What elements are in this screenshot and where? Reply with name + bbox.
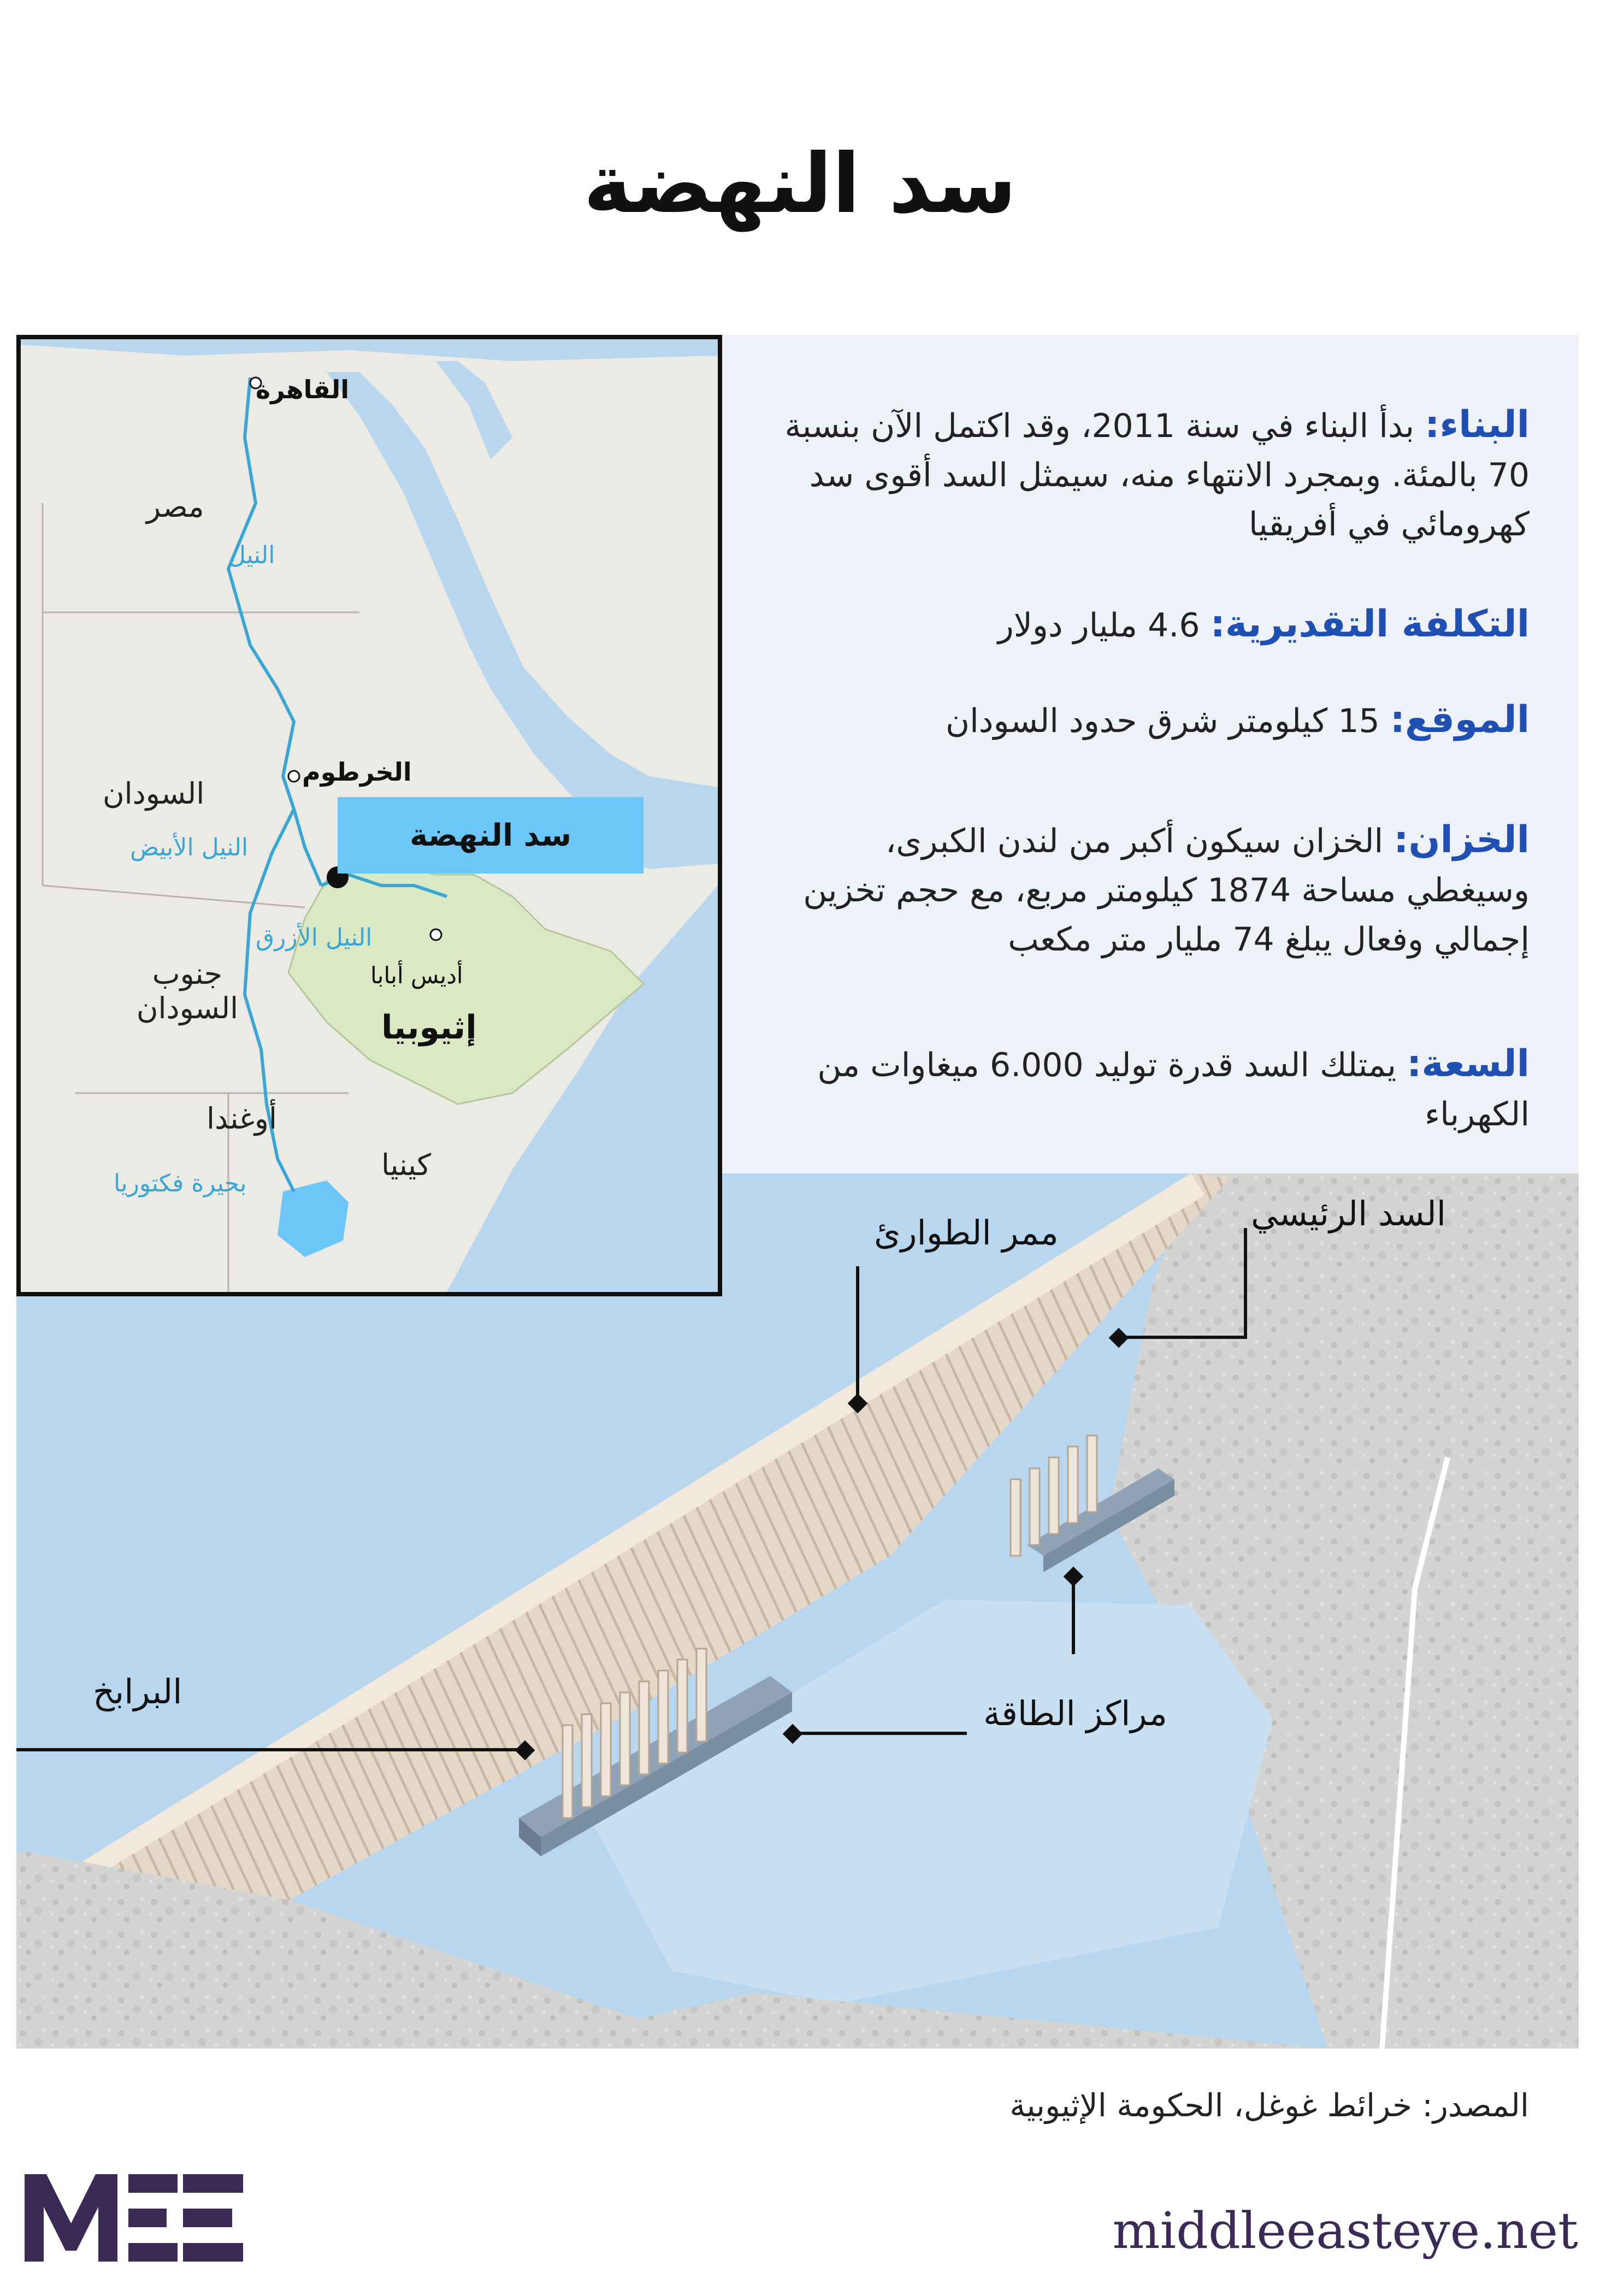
callout-power-stations: مراكز الطاقة bbox=[983, 1693, 1167, 1733]
info-construction-text: بدأ البناء في سنة 2011، وقد اكتمل الآن بنسبة 70 بالمئة. وبمجرد الانتهاء منه، سيمثل السد أقوى سد كهرومائي في أفريقيا bbox=[784, 407, 1530, 544]
source-text: المصدر: خرائط غوغل، الحكومة الإثيوبية bbox=[1009, 2087, 1529, 2124]
info-construction bbox=[754, 400, 1530, 549]
label-south-sudan: جنوب السودان bbox=[136, 957, 239, 1025]
label-sudan: السودان bbox=[103, 776, 205, 811]
website-url[interactable]: middleeasteye.net bbox=[1112, 2201, 1578, 2260]
label-cairo: القاهرة bbox=[256, 375, 350, 404]
label-khartoum: الخرطوم bbox=[302, 757, 412, 787]
page-title: سد النهضة bbox=[583, 137, 1017, 232]
info-capacity-key: السعة: bbox=[1407, 1042, 1530, 1085]
info-capacity-text: يمتلك السد قدرة توليد 6.000 ميغاوات من الكهرباء bbox=[817, 1046, 1530, 1134]
label-addis-ababa: أديس أبابا bbox=[370, 962, 463, 989]
label-uganda: أوغندا bbox=[206, 1101, 277, 1136]
label-white-nile: النيل الأبيض bbox=[130, 834, 249, 861]
dam-illustration bbox=[16, 1173, 1579, 2049]
label-lake-victoria: بحيرة فكتوريا bbox=[114, 1170, 247, 1197]
info-location bbox=[754, 695, 1530, 746]
callout-emergency-passage: ممر الطوارئ bbox=[874, 1213, 1059, 1253]
dam-illustration-drawing bbox=[16, 1173, 1579, 2049]
info-construction-key: البناء: bbox=[1425, 403, 1530, 446]
dam-banner: سد النهضة bbox=[338, 797, 643, 873]
info-panel bbox=[705, 335, 1579, 1176]
label-egypt: مصر bbox=[146, 489, 204, 524]
info-cost-text: 4.6 مليار دولار bbox=[997, 606, 1200, 645]
label-nile: النيل bbox=[228, 541, 275, 569]
khartoum-dot bbox=[288, 771, 299, 782]
info-cost bbox=[754, 600, 1530, 650]
mee-logo-mark bbox=[19, 2163, 249, 2273]
info-capacity bbox=[754, 1040, 1530, 1139]
info-cost-key: التكلفة التقديرية: bbox=[1210, 603, 1530, 646]
info-reservoir-key: الخزان: bbox=[1394, 818, 1530, 861]
label-ethiopia: إثيوبيا bbox=[381, 1008, 477, 1047]
info-location-text: 15 كيلومتر شرق حدود السودان bbox=[946, 702, 1380, 740]
callout-main-dam: السد الرئيسي bbox=[1251, 1194, 1446, 1233]
mee-logo bbox=[19, 2163, 249, 2275]
callout-towers: البرابخ bbox=[93, 1672, 182, 1711]
info-reservoir-text: الخزان سيكون أكبر من لندن الكبرى، وسيغطي مساحة 1874 كيلومتر مربع، مع حجم تخزين إجمالي وفعال يبلغ 74 مليار متر مكعب bbox=[803, 822, 1530, 959]
label-blue-nile: النيل الأزرق bbox=[256, 924, 373, 952]
label-kenya: كينيا bbox=[381, 1148, 432, 1182]
location-map bbox=[16, 335, 722, 1296]
addis-ababa-dot bbox=[430, 929, 441, 940]
info-reservoir bbox=[754, 816, 1530, 964]
info-location-key: الموقع: bbox=[1390, 698, 1530, 741]
